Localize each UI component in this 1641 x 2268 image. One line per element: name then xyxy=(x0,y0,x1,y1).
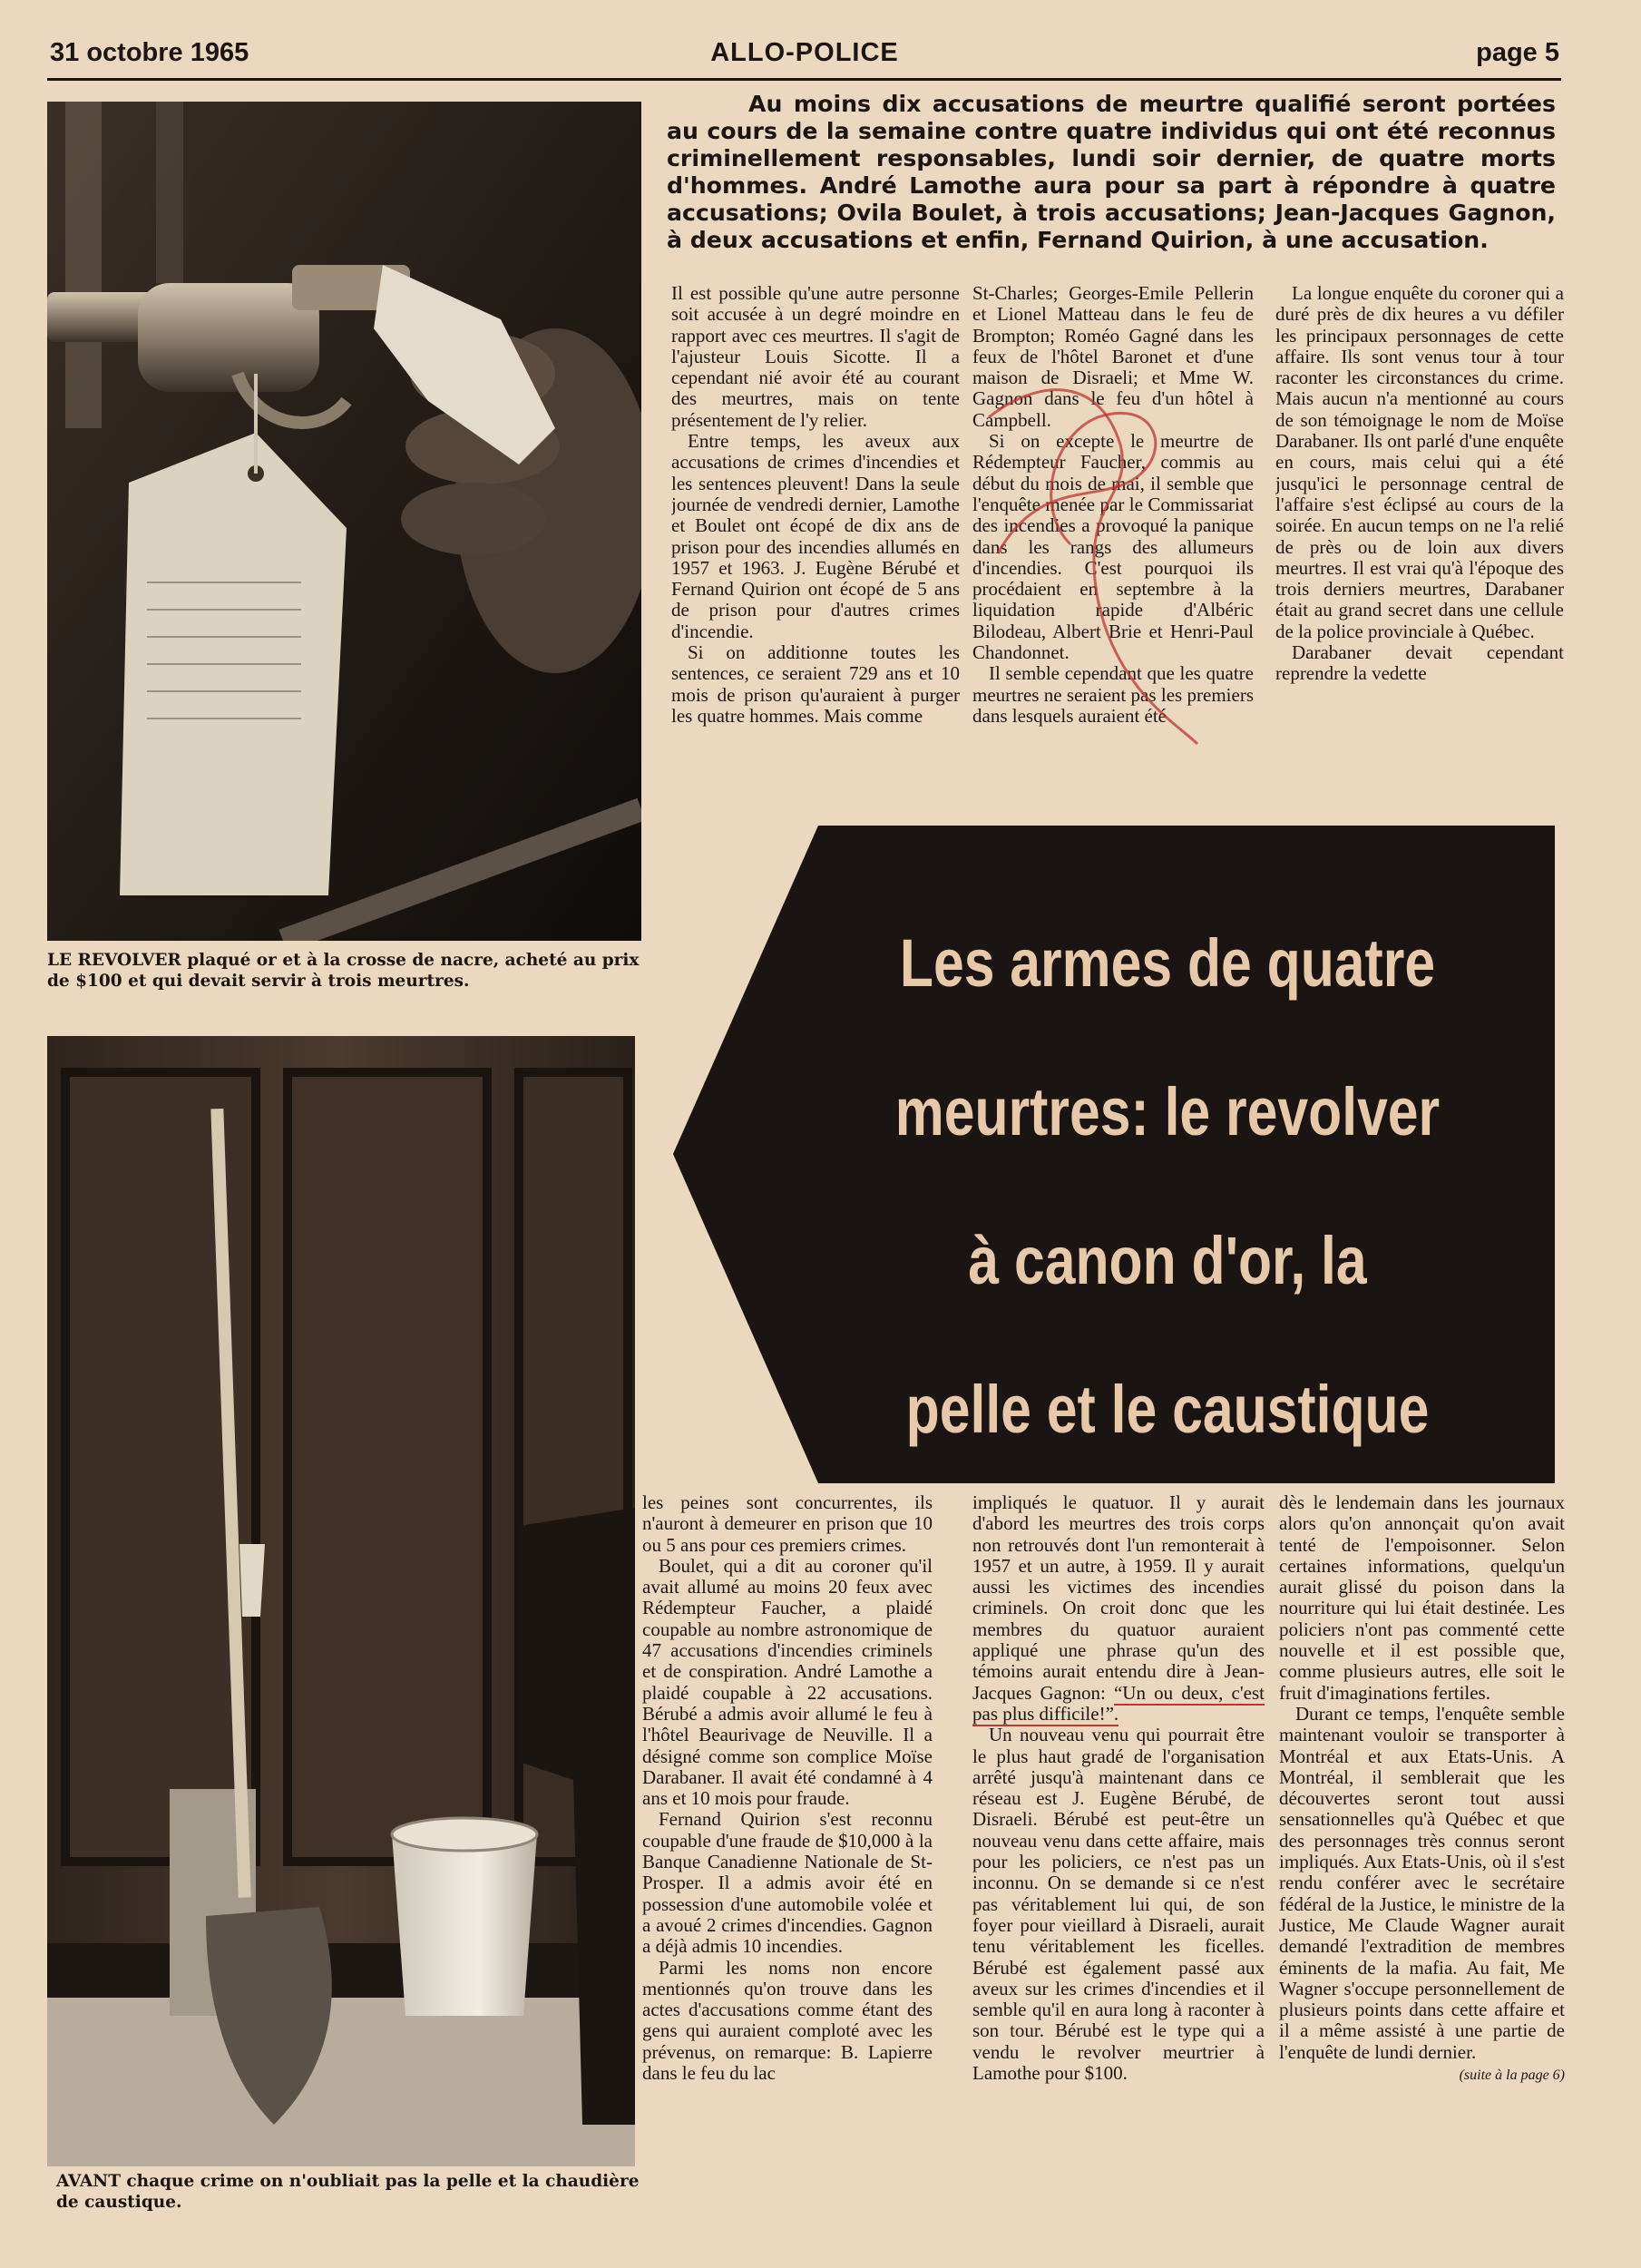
paragraph: St-Charles; Georges-Emile Pellerin et Lionel Matteau dans le feu de Brompton; Roméo Gagné dans les feux de l'hôtel Baronet et d'une maison de Disraeli; et Mme W. Gagnon dans le feu d'un hôtel à Campbell. xyxy=(972,283,1254,431)
article-column-3-bottom xyxy=(1279,1492,1565,2175)
headline xyxy=(859,889,1477,1484)
paragraph: Fernand Quirion s'est reconnu coupable d'une fraude de $10,000 à la Banque Canadienne Nationale de St-Prosper. Il a admis avoir été en possession d'une automobile volée et a avoué 2 crimes d'incendies. Gagnon a déjà admis 10 incendies. xyxy=(642,1808,933,1958)
paragraph xyxy=(972,1492,1265,1725)
article-column-1-bottom xyxy=(642,1492,933,2175)
article-column-3-top xyxy=(1275,283,1564,813)
publication-title: ALLO-POLICE xyxy=(710,38,899,67)
continued-on-page-6: (suite à la page 6) xyxy=(1459,2068,1565,2084)
lead-paragraph: Au moins dix accusations de meurtre qualifié seront portées au cours de la semaine contre quatre individus qui ont été reconnus criminellement responsables, lundi soir dernier, de quatre morts d'hommes. André Lamothe aura pour sa part à répondre à quatre accusations; Ovila Boulet, à trois accusations; Jean-Jacques Gagnon, à deux accusations et enfin, Fernand Quirion, à une accusation. xyxy=(667,91,1556,253)
paragraph: Il est possible qu'une autre personne soit accusée à un degré moindre en rapport avec ces meurtres. Il s'agit de l'ajusteur Louis Sicotte. Il a cependant nié avoir été au courant des meurtres, mais on tente présentement de l'y relier. xyxy=(671,283,960,431)
issue-date: 31 octobre 1965 xyxy=(50,38,249,67)
underlined-quote: “Un ou deux, c'est pas plus difficile!”. xyxy=(972,1681,1265,1725)
paragraph: Durant ce temps, l'enquête semble maintenant vouloir se transporter à Montréal et aux Etats-Unis. A Montréal, il semblerait que les découvertes seront tout aussi sensationnelles qu'à Québec et que des personnages très connus seront impliqués. Aux Etats-Unis, où il s'est rendu conférer avec le secrétaire fédéral de la Justice, le ministre de la Justice, Me Claude Wagner aurait demandé l'extradition de membres éminents de la mafia. Au fait, Me Wagner s'occupe personnellement de plusieurs points dans cette affaire et il a même assisté à une partie de l'enquête de lundi dernier. xyxy=(1279,1702,1565,2063)
paragraph: Si on additionne toutes les sentences, ce seraient 729 ans et 10 mois de prison qu'auraient à purger les quatre hommes. Mais comme xyxy=(671,641,960,727)
shovel-bucket-photo xyxy=(47,1036,635,2166)
paragraph: Si on excepte le meurtre de Rédempteur Faucher, commis au début du mois de mai, il semble que l'enquête menée par le Commissariat des incendies a provoqué la panique dans les rangs des allumeurs d'incendies. C'est pourquoi ils procédaient en septembre à la liquidation rapide d'Albéric Bilodeau, Albert Brie et Henri-Paul Chandonnet. xyxy=(972,430,1254,664)
paragraph: Il semble cependant que les quatre meurtres ne seraient pas les premiers dans lesquels auraient été xyxy=(972,662,1254,727)
paragraph: Un nouveau venu qui pourrait être le plus haut gradé de l'organisation arrêté jusqu'à maintenant dans ce réseau est J. Eugène Bérubé, de Disraeli. Bérubé est peut-être un nouveau venu dans cette affaire, mais pour les policiers, ce n'est pas un inconnu. On se demande si ce n'est pas véritablement lui qui, de son foyer pour vieillard à Disraeli, aurait tenu véritablement les ficelles. Bérubé est également passé aux aveux sur les crimes d'incendies et il semble qu'il en aura long à raconter à son tour. Bérubé est le type qui a vendu le revolver meurtrier à Lamothe pour $100. xyxy=(972,1724,1265,2085)
paragraph: Boulet, qui a dit au coroner qu'il avait allumé au moins 20 feux avec Rédempteur Faucher, a plaidé coupable au nombre astronomique de 47 accusations d'incendies criminels et de conspiration. André Lamothe a plaidé coupable à 22 accusations. Bérubé a admis avoir allumé le feu à l'hôtel Beaurivage de Neuville. Il a désigné comme son complice Moïse Darabaner. Il avait été condamné à 4 ans et 10 mois pour fraude. xyxy=(642,1554,933,1810)
headline-line: à canon d'or, la xyxy=(968,1223,1367,1298)
headline-banner xyxy=(673,826,1555,1483)
paragraph-text: impliqués le quatuor. Il y aurait d'abord les meurtres des trois corps non retrouvés dont l'un remonterait à 1957 et un autre, à 1959. Il y aurait aussi les victimes des incendies criminels. On croit donc que les membres du quatuor auraient appliqué une phrase qu'un des témoins aurait entendu dire à Jean-Jacques Gagnon: xyxy=(972,1492,1265,1704)
revolver-photo xyxy=(47,102,641,941)
header-rule xyxy=(47,78,1561,81)
article-column-2-bottom xyxy=(972,1492,1265,2175)
red-ink-mark xyxy=(962,363,1234,762)
headline-line: Les armes de quatre xyxy=(899,925,1436,1001)
shovel-caption: AVANT chaque crime on n'oubliait pas la pelle et la chaudière de caustique. xyxy=(56,2172,640,2212)
continuation-note xyxy=(1279,2063,1565,2086)
headline-line: meurtres: le revolver xyxy=(894,1074,1441,1149)
headline-line: pelle et le caustique xyxy=(905,1372,1430,1447)
paragraph: La longue enquête du coroner qui a duré près de dix heures a vu défiler les principaux personnages de cette affaire. Ils sont venus tour à tour raconter les circonstances du crime. Mais aucun n'a mentionné au cours de son témoignage le nom de Moïse Darabaner. Ils ont parlé d'une enquête en cours, mais celui qui a été jusqu'ici le personnage central de l'affaire s'est éclipsé au cours de la soirée. En aucun temps on ne l'a relié de près ou de loin aux divers meurtres. Il est vrai qu'à l'époque des trois derniers meurtres, Darabaner était au grand secret dans une cellule de la police provinciale à Québec. xyxy=(1275,283,1564,642)
page-header xyxy=(50,36,1559,73)
paragraph: Parmi les noms non encore mentionnés qu'on trouve dans les actes d'accusations comme étant des gens qui auraient comploté avec les prévenus, on remarque: B. Lapierre dans le feu du lac xyxy=(642,1956,933,2085)
revolver-caption: LE REVOLVER plaqué or et à la crosse de nacre, acheté au prix de $100 et qui devait servir à trois meurtres. xyxy=(47,951,640,991)
page-number: page 5 xyxy=(1476,38,1559,67)
paragraph: les peines sont concurrentes, ils n'auront à demeurer en prison que 10 ou 5 ans pour ces premiers crimes. xyxy=(642,1492,933,1556)
paragraph: Darabaner devait cependant reprendre la vedette xyxy=(1275,641,1564,685)
paragraph: dès le lendemain dans les journaux alors qu'on annonçait qu'on avait tenté de l'empoisonner. Selon certaines informations, quelqu'un aurait glissé du poison dans la nourriture qui lui était destinée. Les policiers n'ont pas commenté cette nouvelle et il est possible que, comme plusieurs autres, elle soit le fruit d'imaginations fertiles. xyxy=(1279,1492,1565,1704)
paragraph: Entre temps, les aveux aux accusations de crimes d'incendies et les sentences pleuvent! Dans la seule journée de vendredi dernier, Lamothe et Boulet ont écopé de dix ans de prison pour des incendies allumés en 1957 et 1963. J. Eugène Bérubé et Fernand Quirion ont écopé de 5 ans de prison pour d'autres crimes d'incendie. xyxy=(671,430,960,642)
article-column-1-top xyxy=(671,283,960,813)
